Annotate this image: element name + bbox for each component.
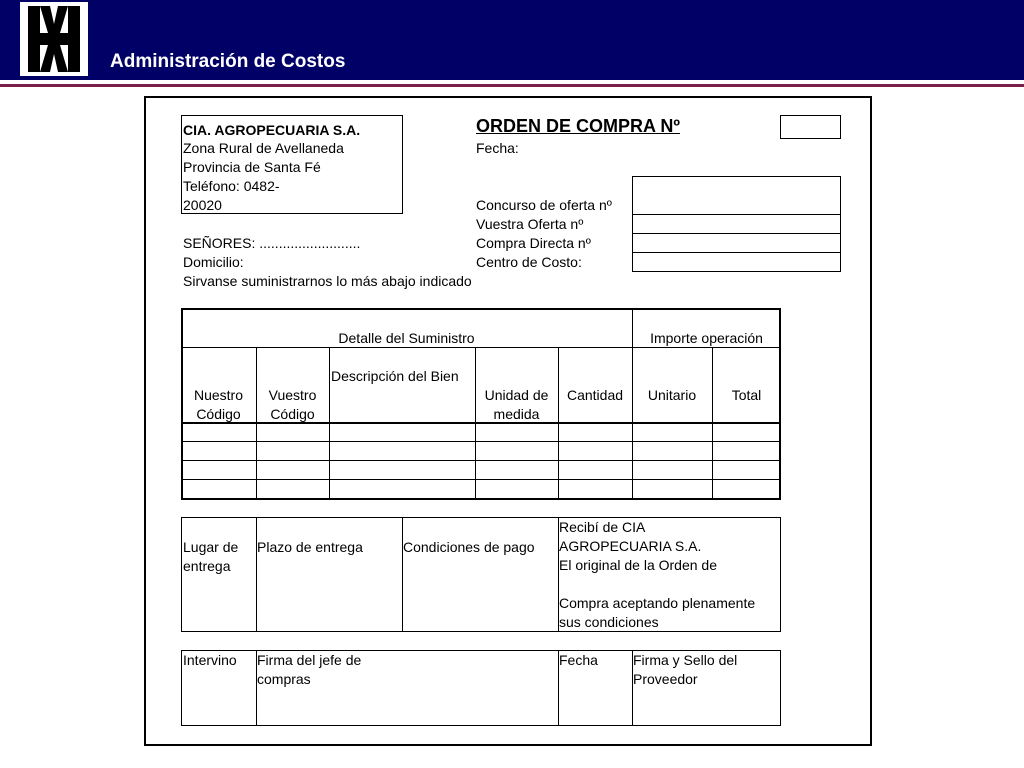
firma-jefe-label: Firma del jefe de compras bbox=[257, 652, 362, 687]
sirvanse-text: Sirvanse suministrarnos lo más abajo indicado bbox=[183, 273, 472, 289]
company-address-1: Zona Rural de Avellaneda bbox=[183, 140, 344, 156]
company-phone-cont: 20020 bbox=[183, 197, 222, 213]
order-title: ORDEN DE COMPRA Nº bbox=[476, 116, 680, 136]
utn-logo-icon bbox=[20, 2, 88, 76]
recibi-text: Recibí de CIA AGROPECUARIA S.A. El original de la Orden de Compra aceptando plenamente sus condiciones bbox=[559, 519, 756, 630]
domicilio-label: Domicilio: bbox=[183, 254, 244, 270]
col-unidad-medida: Unidad de medida bbox=[484, 387, 549, 422]
condiciones-pago-label: Condiciones de pago bbox=[403, 539, 535, 555]
lugar-entrega-label: Lugar de entrega bbox=[183, 539, 239, 574]
col-vuestro-codigo: Vuestro Código bbox=[268, 387, 317, 422]
firma-sello-label: Firma y Sello del Proveedor bbox=[633, 652, 738, 687]
company-address-2: Provincia de Santa Fé bbox=[183, 159, 321, 175]
col-nuestro-codigo: Nuestro Código bbox=[193, 387, 244, 422]
col-cantidad: Cantidad bbox=[566, 387, 624, 403]
company-phone: Teléfono: 0482- bbox=[183, 178, 280, 194]
order-date-label: Fecha: bbox=[476, 140, 519, 156]
compra-directa-label: Compra Directa nº bbox=[476, 235, 591, 251]
col-descripcion: Descripción del Bien bbox=[331, 368, 459, 384]
col-unitario: Unitario bbox=[647, 387, 697, 403]
plazo-entrega-label: Plazo de entrega bbox=[257, 539, 363, 555]
col-total: Total bbox=[731, 387, 762, 403]
header-divider-maroon bbox=[0, 84, 1024, 87]
centro-costo-field[interactable] bbox=[632, 252, 841, 272]
company-name: CIA. AGROPECUARIA S.A. bbox=[183, 122, 361, 138]
page-title: Administración de Costos bbox=[110, 51, 346, 72]
sign-fecha-label: Fecha bbox=[559, 652, 598, 668]
order-number-field[interactable] bbox=[780, 115, 841, 139]
centro-costo-label: Centro de Costo: bbox=[476, 254, 582, 270]
compra-directa-field[interactable] bbox=[632, 233, 841, 253]
group-header-detalle: Detalle del Suministro bbox=[338, 330, 475, 346]
vuestra-oferta-label: Vuestra Oferta nº bbox=[476, 216, 584, 232]
intervino-label: Intervino bbox=[183, 652, 237, 668]
vuestra-oferta-field[interactable] bbox=[632, 214, 841, 234]
senores-label: SEÑORES: .......................... bbox=[183, 235, 361, 251]
top-banner bbox=[0, 0, 1024, 80]
concurso-field[interactable] bbox=[632, 176, 841, 215]
group-header-importe: Importe operación bbox=[650, 330, 763, 346]
concurso-label: Concurso de oferta nº bbox=[476, 197, 612, 213]
